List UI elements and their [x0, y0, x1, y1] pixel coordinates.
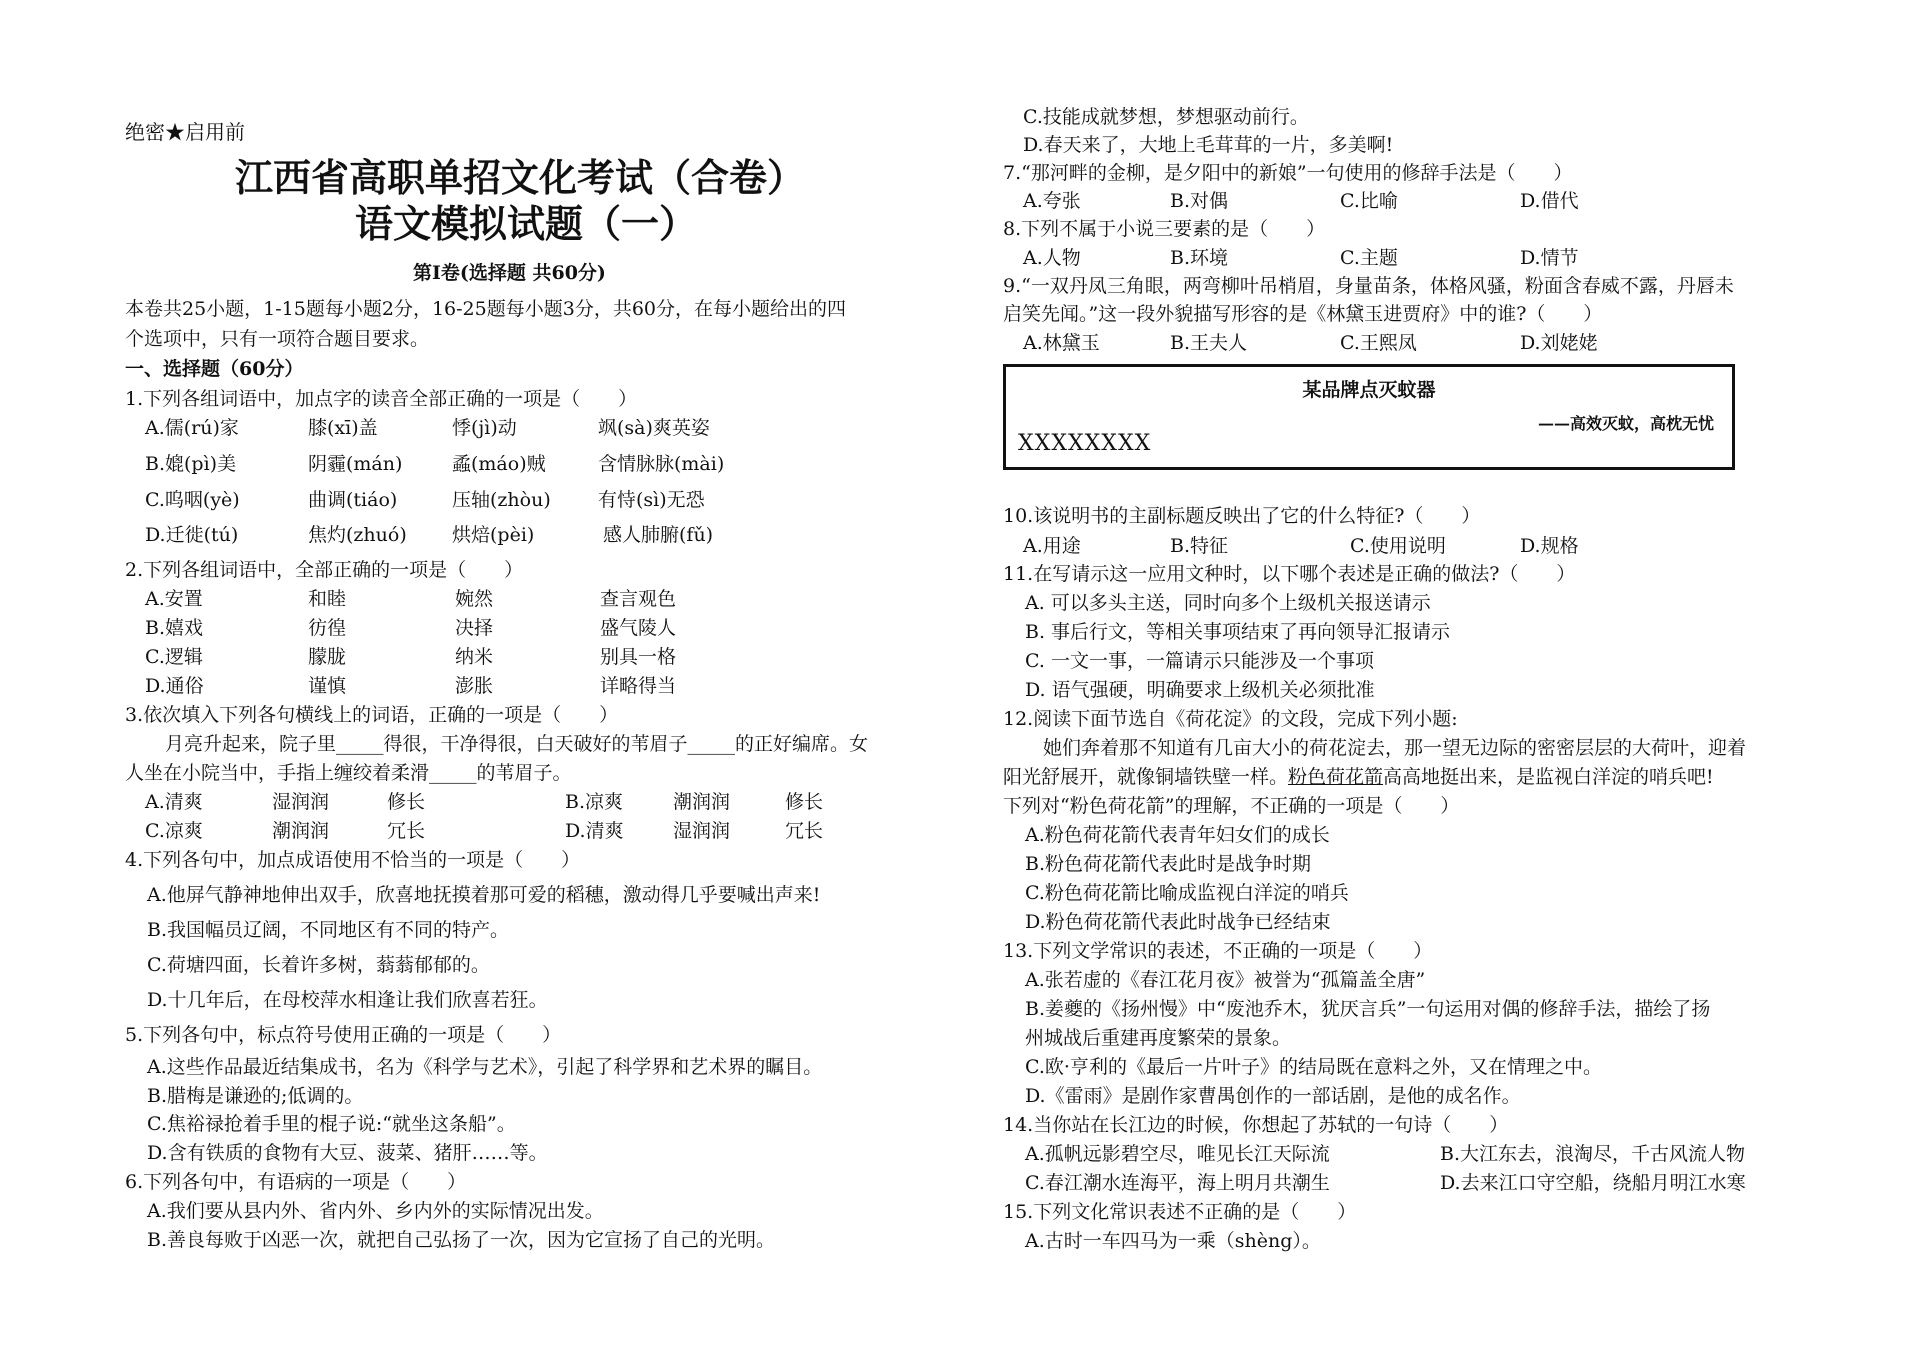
option-cell: D.去来江口守空船，绕船月明江水寒 — [1440, 1172, 1746, 1194]
option-cell: 冗长 — [387, 820, 426, 842]
option-line: A.他屏气静神地伸出双手，欣喜地抚摸着那可爱的稻穗，激动得几乎要喊出声来! — [147, 884, 821, 906]
exam-subtitle: 语文模拟试题（一） — [355, 201, 698, 246]
question-stem: 12.阅读下面节选自《荷花淀》的文段，完成下列小题: — [1003, 708, 1458, 730]
option-cell: 曲调(tiáo) — [308, 489, 398, 511]
option-cell: 修长 — [387, 791, 426, 813]
exam-title: 江西省高职单招文化考试（合卷） — [235, 155, 806, 200]
option-cell: 阴霾(mán) — [308, 453, 403, 475]
option-cell: 和睦 — [308, 588, 347, 610]
question-stem: 7.“那河畔的金柳，是夕阳中的新娘”一句使用的修辞手法是（ ） — [1003, 162, 1573, 184]
section-title: 一、选择题（60分） — [125, 358, 304, 380]
option-cell: 烘焙(pèi) — [452, 524, 535, 546]
product-title: 某品牌点灭蚊器 — [1302, 379, 1436, 401]
option-cell: 朦胧 — [308, 646, 347, 668]
option-cell: 潮润润 — [272, 820, 330, 842]
option-cell: B.特征 — [1170, 535, 1229, 557]
question-stem: 2.下列各组词语中，全部正确的一项是（ ） — [125, 559, 524, 581]
question-stem: 10.该说明书的主副标题反映出了它的什么特征?（ ） — [1003, 505, 1481, 527]
option-cell: 压轴(zhòu) — [452, 489, 551, 511]
option-line: D. 语气强硬，明确要求上级机关必须批准 — [1025, 679, 1375, 701]
question-stem: 下列对“粉色荷花箭”的理解，不正确的一项是（ ） — [1003, 795, 1460, 817]
option-cell: 纳米 — [455, 646, 494, 668]
product-code: XXXXXXXX — [1018, 431, 1152, 456]
option-cell: D.通俗 — [145, 675, 204, 697]
question-stem: 6.下列各句中，有语病的一项是（ ） — [125, 1171, 467, 1193]
option-cell: C.逻辑 — [145, 646, 203, 668]
question-stem: 15.下列文化常识表述不正确的是（ ） — [1003, 1201, 1357, 1223]
question-stem: 14.当你站在长江边的时候，你想起了苏轼的一句诗（ ） — [1003, 1114, 1509, 1136]
secret-label: 绝密★启用前 — [125, 120, 245, 144]
option-cell: 焦灼(zhuó) — [308, 524, 407, 546]
question-stem: 启笑先闻。”这一段外貌描写形容的是《林黛玉进贾府》中的谁?（ ） — [1003, 303, 1603, 325]
option-cell: 潮润润 — [673, 791, 731, 813]
option-cell: 查言观色 — [600, 588, 677, 610]
option-cell: 湿润润 — [272, 791, 330, 813]
option-line: C. 一文一事，一篇请示只能涉及一个事项 — [1025, 650, 1374, 672]
option-cell: B.环境 — [1170, 247, 1229, 269]
option-cell: A.人物 — [1023, 247, 1081, 269]
option-line: B.腊梅是谦逊的;低调的。 — [147, 1085, 364, 1107]
passage-line: 人坐在小院当中，手指上缠绞着柔滑_____的苇眉子。 — [125, 762, 572, 784]
option-cell: C.使用说明 — [1350, 535, 1446, 557]
question-stem: 8.下列不属于小说三要素的是（ ） — [1003, 218, 1326, 240]
option-line: A. 可以多头主送，同时向多个上级机关报送请示 — [1025, 592, 1431, 614]
option-cell: 详略得当 — [600, 675, 677, 697]
option-cell: 盛气陵人 — [600, 617, 677, 639]
passage-line — [1003, 764, 1714, 790]
option-cell: B.大江东去，浪淘尽，千古风流人物 — [1440, 1143, 1746, 1165]
option-cell: A.孤帆远影碧空尽，唯见长江天际流 — [1025, 1143, 1330, 1165]
question-stem: 9.“一双丹凤三角眼，两弯柳叶吊梢眉，身量苗条，体格风骚，粉面含春威不露，丹唇未 — [1003, 275, 1734, 297]
option-cell: C.呜咽(yè) — [145, 489, 240, 511]
option-cell: 决择 — [455, 617, 494, 639]
option-cell: 膝(xī)盖 — [308, 417, 378, 439]
passage-line: 她们奔着那不知道有几亩大小的荷花淀去，那一望无边际的密密层层的大荷叶，迎着 — [1043, 737, 1747, 759]
passage-text: 高高地挺出来，是监视白洋淀的哨兵吧! — [1383, 766, 1714, 788]
option-cell: 谨慎 — [308, 675, 347, 697]
option-cell: C.王熙凤 — [1340, 332, 1417, 354]
option-cell: D.借代 — [1520, 190, 1579, 212]
option-cell: D.刘姥姥 — [1520, 332, 1598, 354]
product-slogan: ——高效灭蚊，高枕无忧 — [1537, 414, 1714, 433]
option-cell: 别具一格 — [600, 646, 677, 668]
option-cell: 婉然 — [455, 588, 494, 610]
option-cell: D.清爽 — [565, 820, 624, 842]
option-cell: C.春江潮水连海平，海上明月共潮生 — [1025, 1172, 1330, 1194]
option-line: B. 事后行文，等相关事项结束了再向领导汇报请示 — [1025, 621, 1451, 643]
option-cell: 感人肺腑(fǔ) — [603, 524, 714, 546]
option-cell: D.规格 — [1520, 535, 1579, 557]
option-line: D.含有铁质的食物有大豆、菠菜、猪肝……等。 — [147, 1142, 548, 1164]
option-cell: A.夸张 — [1023, 190, 1081, 212]
option-line: A.古时一车四马为一乘（shèng）。 — [1025, 1230, 1321, 1252]
option-line: C.粉色荷花箭比喻成监视白洋淀的哨兵 — [1025, 882, 1349, 904]
option-cell: 蟊(máo)贼 — [452, 453, 546, 475]
option-cell: D.迁徙(tú) — [145, 524, 239, 546]
option-line: A.我们要从县内外、省内外、乡内外的实际情况出发。 — [147, 1200, 604, 1222]
question-stem: 4.下列各句中，加点成语使用不恰当的一项是（ ） — [125, 849, 581, 871]
option-line: B.善良每败于凶恶一次，就把自己弘扬了一次，因为它宣扬了自己的光明。 — [147, 1229, 776, 1251]
option-cell: 彷徨 — [308, 617, 347, 639]
option-cell: 含情脉脉(mài) — [598, 453, 725, 475]
option-cell: B.王夫人 — [1170, 332, 1248, 354]
intro-line: 本卷共25小题，1-15题每小题2分，16-25题每小题3分，共60分，在每小题给出的四 — [125, 298, 846, 320]
question-stem: 3.依次填入下列各句横线上的词语，正确的一项是（ ） — [125, 704, 619, 726]
option-cell: B.媲(pì)美 — [145, 453, 237, 475]
option-line: D.粉色荷花箭代表此时战争已经结束 — [1025, 911, 1331, 933]
question-stem: 5.下列各句中，标点符号使用正确的一项是（ ） — [125, 1024, 562, 1046]
option-cell: C.比喻 — [1340, 190, 1398, 212]
option-cell: 澎胀 — [455, 675, 494, 697]
product-box — [1003, 364, 1735, 470]
option-cell: C.凉爽 — [145, 820, 203, 842]
option-cell: 有恃(sì)无恐 — [598, 489, 705, 511]
option-cell: 冗长 — [785, 820, 824, 842]
question-stem: 11.在写请示这一应用文种时，以下哪个表述是正确的做法?（ ） — [1003, 563, 1576, 585]
option-line: B.粉色荷花箭代表此时是战争时期 — [1025, 853, 1312, 875]
underlined-phrase: 粉色荷花箭 — [1288, 766, 1384, 788]
option-cell: A.安置 — [145, 588, 203, 610]
option-line: D.《雷雨》是剧作家曹禺创作的一部话剧，是他的成名作。 — [1025, 1085, 1521, 1107]
option-line: A.粉色荷花箭代表青年妇女们的成长 — [1025, 824, 1330, 846]
option-line: B.我国幅员辽阔，不同地区有不同的特产。 — [147, 919, 510, 941]
question-stem: 1.下列各组词语中，加点字的读音全部正确的一项是（ ） — [125, 388, 638, 410]
option-line: C.荷塘四面，长着许多树，蓊蓊郁郁的。 — [147, 954, 490, 976]
option-line: D.春天来了，大地上毛茸茸的一片，多美啊! — [1023, 134, 1394, 156]
option-cell: B.对偶 — [1170, 190, 1229, 212]
option-cell: 飒(sà)爽英姿 — [598, 417, 710, 439]
option-cell: B.嬉戏 — [145, 617, 204, 639]
intro-line: 个选项中，只有一项符合题目要求。 — [125, 328, 430, 350]
option-line: C.欧·亨利的《最后一片叶子》的结局既在意料之外，又在情理之中。 — [1025, 1056, 1602, 1078]
option-cell: A.用途 — [1023, 535, 1081, 557]
option-cell: A.儒(rú)家 — [145, 417, 239, 439]
option-line: A.这些作品最近结集成书，名为《科学与艺术》，引起了科学界和艺术界的瞩目。 — [147, 1056, 823, 1078]
option-line: B.姜夔的《扬州慢》中“废池乔木，犹厌言兵”一句运用对偶的修辞手法，描绘了扬 — [1025, 998, 1711, 1020]
option-cell: 修长 — [785, 791, 824, 813]
option-cell: A.林黛玉 — [1023, 332, 1100, 354]
passage-line: 月亮升起来，院子里_____得很，干净得很，白天破好的苇眉子_____的正好编席。女 — [165, 733, 869, 755]
option-cell: 悸(jì)动 — [452, 417, 517, 439]
option-cell: 湿润润 — [673, 820, 731, 842]
part1-title: 第Ⅰ卷(选择题 共60分) — [413, 262, 606, 284]
passage-text: 阳光舒展开，就像铜墙铁壁一样。 — [1003, 766, 1289, 788]
option-cell: A.清爽 — [145, 791, 203, 813]
option-line: D.十几年后，在母校萍水相逢让我们欣喜若狂。 — [147, 989, 548, 1011]
option-line: 州城战后重建再度繁荣的景象。 — [1025, 1027, 1292, 1049]
option-line: A.张若虚的《春江花月夜》被誉为“孤篇盖全唐” — [1025, 969, 1426, 991]
option-cell: B.凉爽 — [565, 791, 624, 813]
option-line: C.焦裕禄抢着手里的棍子说:“就坐这条船”。 — [147, 1113, 516, 1135]
option-line: C.技能成就梦想，梦想驱动前行。 — [1023, 106, 1309, 128]
question-stem: 13.下列文学常识的表述，不正确的一项是（ ） — [1003, 940, 1433, 962]
option-cell: C.主题 — [1340, 247, 1398, 269]
option-cell: D.情节 — [1520, 247, 1579, 269]
